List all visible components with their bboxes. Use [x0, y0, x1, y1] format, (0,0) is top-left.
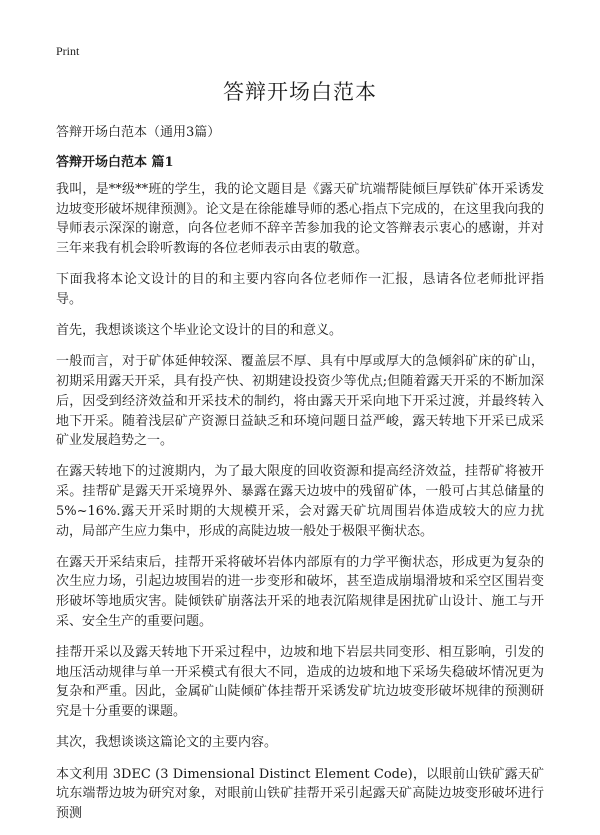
paragraph-6: 在露天开采结束后，挂帮开采将破坏岩体内部原有的力学平衡状态，形成更为复杂的次生应力场，引起边坡围岩的进一步变形和破坏，甚至造成崩塌滑坡和采空区围岩变形破坏等地质灾害。陡倾铁矿崩落法开采的地表沉陷规律是困扰矿山设计、施工与开采、安全生产的重要问题。	[56, 554, 544, 629]
paragraph-2: 下面我将本论文设计的目的和主要内容向各位老师作一汇报，恳请各位老师批评指导。	[56, 272, 544, 308]
document-body	[56, 180, 544, 835]
paragraph-5: 在露天转地下的过渡期内，为了最大限度的回收资源和提高经济效益，挂帮矿将被开采。挂帮矿是露天开采境界外、暴露在露天边坡中的残留矿体，一般可占其总储量的5%~16%.露天开采时期的大规模开采，会对露天矿坑周围岩体造成较大的应力扰动，局部产生应力集中，形成的高陡边坡一般处于极限平衡状态。	[56, 464, 544, 539]
section-heading: 答辩开场白范本 篇1	[56, 155, 174, 170]
paragraph-3: 首先，我想谈谈这个毕业论文设计的目的和意义。	[56, 323, 343, 339]
document-subtitle: 答辩开场白范本（通用3篇）	[56, 125, 221, 140]
paragraph-8: 其次，我想谈谈这篇论文的主要内容。	[56, 735, 278, 751]
paragraph-9: 本文利用 3DEC (3 Dimensional Distinct Element Code)，以眼前山铁矿露天矿坑东端帮边坡为研究对象，对眼前山铁矿挂帮开采引起露天矿高陡边坡变形破坏进行预测	[56, 766, 544, 821]
document-title: 答辩开场白范本	[223, 80, 377, 104]
paragraph-4: 一般而言，对于矿体延伸较深、覆盖层不厚、具有中厚或厚大的急倾斜矿床的矿山，初期采用露天开采，具有投产快、初期建设投资少等优点;但随着露天开采的不断加深后，因受到经济效益和开采技术的制约，将由露天开采向地下开采过渡，并最终转入地下开采。随着浅层矿产资源日益缺乏和环境问题日益严峻，露天转地下开采已成采矿业发展趋势之一。	[56, 354, 544, 449]
print-label: Print	[56, 44, 80, 58]
paragraph-7: 挂帮开采以及露天转地下开采过程中，边坡和地下岩层共同变形、相互影响，引发的地压活动规律与单一开采模式有很大不同，造成的边坡和地下采场失稳破坏情况更为复杂和严重。因此，金属矿山陡倾矿体挂帮开采诱发矿坑边坡变形破坏规律的预测研究是十分重要的课题。	[56, 645, 544, 720]
paragraph-1: 我叫，是**级**班的学生，我的论文题目是《露天矿坑端帮陡倾巨厚铁矿体开采诱发边坡变形破坏规律预测》。论文是在徐能雄导师的悉心指点下完成的，在这里我向我的导师表示深深的谢意，向各位老师不辞辛苦参加我的论文答辩表示衷心的感谢，并对三年来我有机会聆听教诲的各位老师表示由衷的敬意。	[56, 182, 544, 257]
